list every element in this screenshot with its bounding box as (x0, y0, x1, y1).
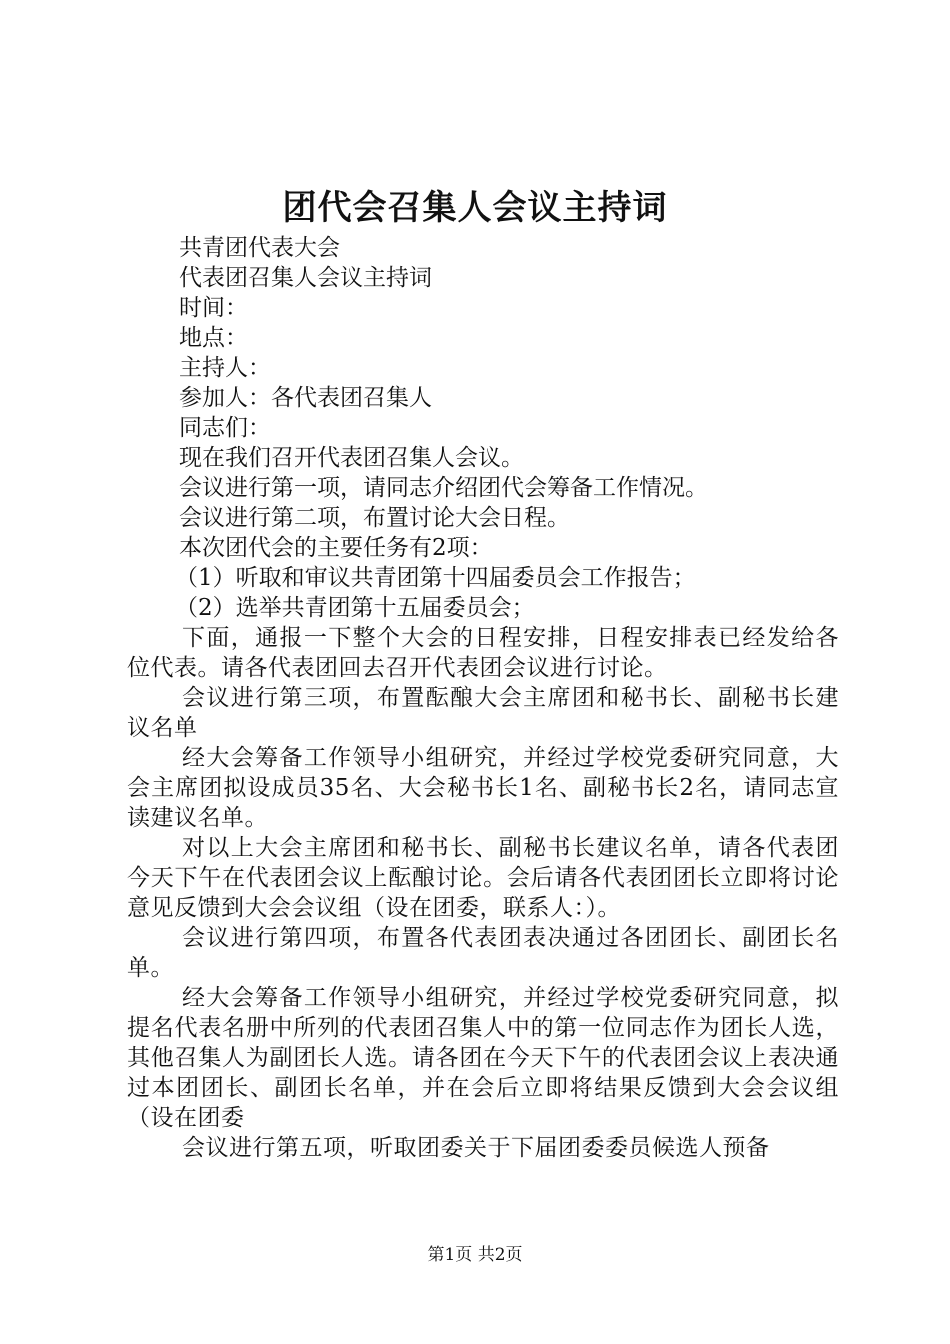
body-line: 现在我们召开代表团召集人会议。 (179, 445, 524, 471)
body-paragraph: 会议进行第五项，听取团委关于下届团委委员候选人预备 (182, 1135, 770, 1161)
body-line: 会议进行第一项，请同志介绍团代会筹备工作情况。 (179, 475, 708, 501)
body-line: 参加人：各代表团召集人 (179, 385, 432, 411)
document-body (127, 233, 839, 1163)
body-line: 地点： (179, 325, 248, 351)
body-line: 同志们： (179, 415, 271, 441)
body-line: 共青团代表大会 (179, 235, 340, 261)
body-line: 主持人： (179, 355, 271, 381)
list-item: （1）听取和审议共青团第十四届委员会工作报告； (175, 565, 696, 591)
body-paragraph: 经大会筹备工作领导小组研究，并经过学校党委研究同意，拟提名代表名册中所列的代表团召集人中的第一位同志作为团长人选，其他召集人为副团长人选。请各团在今天下午的代表团会议上表决通过本团团长、副团长名单，并在会后立即将结果反馈到大会会议组（设在团委 (127, 985, 839, 1131)
list-item: （2）选举共青团第十五届委员会； (175, 595, 535, 621)
body-paragraph: 会议进行第三项，布置酝酿大会主席团和秘书长、副秘书长建议名单 (127, 685, 839, 741)
body-line: 会议进行第二项，布置讨论大会日程。 (179, 505, 570, 531)
body-line: 代表团召集人会议主持词 (179, 265, 432, 291)
page-footer: 第1页 共2页 (427, 1245, 523, 1265)
body-paragraph: 经大会筹备工作领导小组研究，并经过学校党委研究同意，大会主席团拟设成员35名、大会秘书长1名、副秘书长2名，请同志宣读建议名单。 (127, 745, 839, 831)
body-paragraph: 对以上大会主席团和秘书长、副秘书长建议名单，请各代表团今天下午在代表团会议上酝酿讨论。会后请各代表团团长立即将讨论意见反馈到大会会议组（设在团委，联系人：）。 (127, 835, 839, 921)
body-line: 本次团代会的主要任务有2项： (179, 535, 493, 561)
document-title: 团代会召集人会议主持词 (282, 188, 668, 228)
body-line: 时间： (179, 295, 248, 321)
body-paragraph: 会议进行第四项，布置各代表团表决通过各团团长、副团长名单。 (127, 925, 839, 981)
body-paragraph: 下面，通报一下整个大会的日程安排，日程安排表已经发给各位代表。请各代表团回去召开代表团会议进行讨论。 (127, 625, 839, 681)
